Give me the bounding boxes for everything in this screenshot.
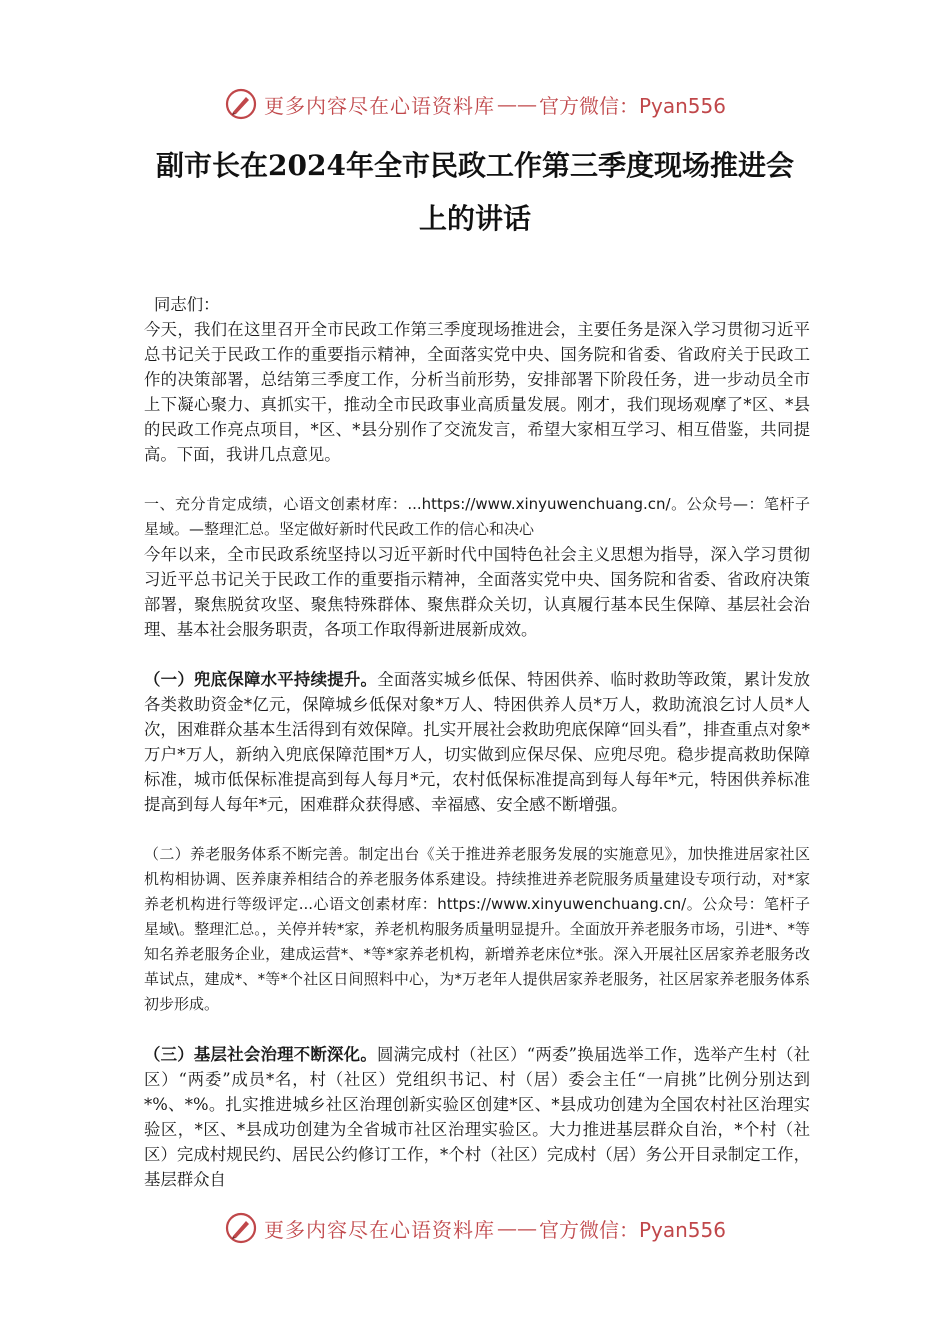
header-banner — [0, 84, 950, 124]
footer-banner — [0, 1208, 950, 1248]
section-heading-1: 一、充分肯定成绩，心语文创素材库：...https://www.xinyuwenchuang.cn/。公众号—：笔杆子星域。—整理汇总。坚定做好新时代民政工作的信心和决心 — [144, 495, 810, 538]
paragraph-elderly-care: （二）养老服务体系不断完善。制定出台《关于推进养老服务发展的实施意见》，加快推进居家社区机构相协调、医养康养相结合的养老服务体系建设。持续推进养老院服务质量建设专项行动，对*家养老机构进行等级评定...心语文创素材库：https://www.xinyuwenchuang.cn/。公众号：笔杆子星域\。整理汇总。，关停并转*家，养老机构服务质量明显提升。全面放开养老服务市场，引进*、*等知名养老服务企业，建成运营*、*等*家养老机构，新增养老床位*张。深入开展社区居家养老服务改革试点，建成*、*等*个社区日间照料中心，为*万老年人提供居家养老服务，社区居家养老服务体系初步形成。 — [144, 845, 810, 1013]
banner-separator: —— — [496, 92, 537, 116]
paragraph-safety-net-body: 全面落实城乡低保、特困供养、临时救助等政策，累计发放各类救助资金*亿元，保障城乡低保对象*万人、特困供养人员*万人，救助流浪乞讨人员*人次，困难群众基本生活得到有效保障。扎实开展社会救助兜底保障“回头看”，排查重点对象*万户*万人，新纳入兜底保障范围*万人，切实做到应保尽保、应兜尽兜。稳步提高救助保障标准，城市低保标准提高到每人每月*元，农村低保标准提高到每人每年*元，特困供养标准提高到每人每年*元，困难群众获得感、幸福感、安全感不断增强。 — [144, 670, 811, 814]
document-title-line1: 副市长在2024年全市民政工作第三季度现场推进会 — [156, 149, 794, 182]
greeting: 同志们： — [154, 295, 220, 314]
subheading-grassroots: （三）基层社会治理不断深化。 — [144, 1045, 377, 1064]
banner-text: 更多内容尽在心语资料库 — [263, 93, 495, 118]
banner-wechat: 官方微信：Pyan556 — [538, 93, 726, 118]
banner-text: 更多内容尽在心语资料库 — [263, 1217, 495, 1242]
paragraph-grassroots — [144, 1042, 810, 1192]
paragraph-grassroots-body: 圆满完成村（社区）“两委”换届选举工作，选举产生村（社区）“两委”成员*名，村（社区）党组织书记、村（居）委会主任“一肩挑”比例分别达到*%、*%。扎实推进城乡社区治理创新实验区创建*区、*县成功创建为全国农村社区治理实验区，*区、*县成功创建为全省城市社区治理实验区。大力推进基层群众自治，*个村（社区）完成村规民约、居民公约修订工作，*个村（社区）完成村（居）务公开目录制定工作，基层群众自 — [144, 1045, 810, 1189]
paragraph-safety-net — [144, 667, 810, 817]
subheading-safety-net: （一）兜底保障水平持续提升。 — [144, 670, 378, 689]
pen-logo-icon — [224, 87, 258, 121]
paragraph-achievements: 今年以来，全市民政系统坚持以习近平新时代中国特色社会主义思想为指导，深入学习贯彻习近平总书记关于民政工作的重要指示精神，全面落实党中央、国务院和省委、省政府决策部署，聚焦脱贫攻坚、聚焦特殊群体、聚焦群众关切，认真履行基本民生保障、基层社会治理、基本社会服务职责，各项工作取得新进展新成效。 — [144, 545, 810, 639]
document-title-line2: 上的讲话 — [418, 202, 531, 235]
paragraph-intro: 今天，我们在这里召开全市民政工作第三季度现场推进会，主要任务是深入学习贯彻习近平总书记关于民政工作的重要指示精神，全面落实党中央、国务院和省委、省政府关于民政工作的决策部署，总结第三季度工作，分析当前形势，安排部署下阶段任务，进一步动员全市上下凝心聚力、真抓实干，推动全市民政事业高质量发展。刚才，我们现场观摩了*区、*县的民政工作亮点项目，*区、*县分别作了交流发言，希望大家相互学习、相互借鉴，共同提高。下面，我讲几点意见。 — [144, 320, 810, 464]
banner-separator: —— — [496, 1216, 537, 1240]
pen-logo-icon — [224, 1211, 258, 1245]
banner-wechat: 官方微信：Pyan556 — [538, 1217, 726, 1242]
